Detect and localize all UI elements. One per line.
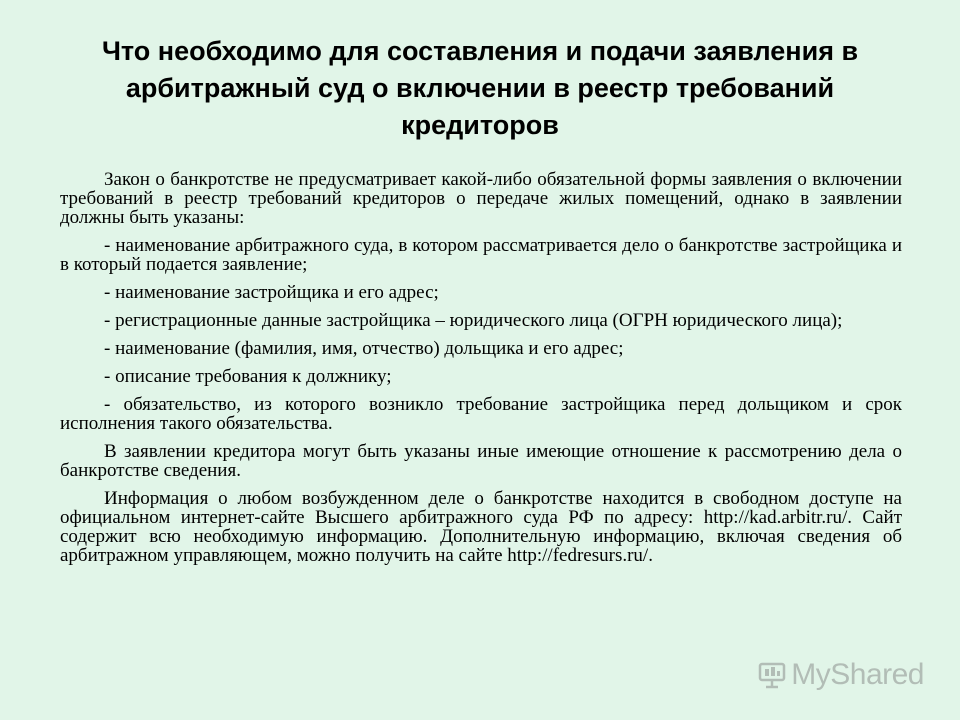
slide-title: Что необходимо для составления и подачи заявления в арбитражный суд о включении в реестр требований кредиторов	[101, 36, 859, 140]
list-item: - описание требования к должнику;	[104, 366, 392, 387]
list-item: - наименование (фамилия, имя, отчество) дольщика и его адрес;	[104, 338, 624, 359]
list-item: - наименование застройщика и его адрес;	[104, 282, 439, 303]
list-item: - наименование арбитражного суда, в котором рассматривается дело о банкротстве застройщика и в который подается заявление;	[60, 235, 902, 275]
list-item: - обязательство, из которого возникло требование застройщика перед дольщиком и срок исполнения такого обязательства.	[60, 394, 902, 434]
watermark-text: MyShared	[791, 658, 924, 691]
paragraph-note: В заявлении кредитора могут быть указаны иные имеющие отношение к рассмотрению дела о банкротстве сведения.	[60, 441, 902, 481]
list-item: - регистрационные данные застройщика – юридического лица (ОГРН юридического лица);	[104, 310, 843, 331]
slide-body	[60, 170, 902, 574]
paragraph-info: Информация о любом возбужденном деле о банкротстве находится в свободном доступе на официальном интернет-сайте Высшего арбитражного суда РФ по адресу: http://kad.arbitr.ru/. Сайт содержит всю необходимую информацию. Дополнительную информацию, включая сведения об арбитражном управляющем, можно получить на сайте http://fedresurs.ru/.	[60, 488, 902, 566]
presentation-icon	[757, 660, 787, 690]
watermark-logo	[757, 658, 924, 692]
paragraph-intro: Закон о банкротстве не предусматривает какой-либо обязательной формы заявления о включении требований в реестр требований кредиторов о передаче жилых помещений, однако в заявлении должны быть указаны:	[60, 169, 902, 228]
